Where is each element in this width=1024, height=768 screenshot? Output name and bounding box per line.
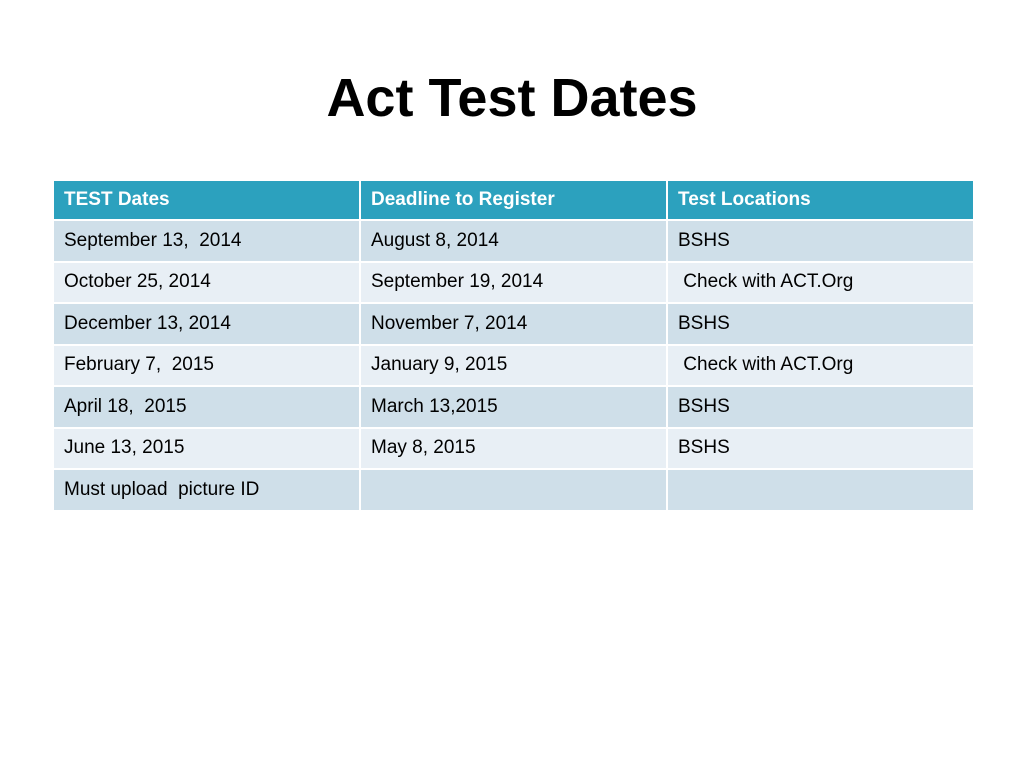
cell-location: BSHS [667, 220, 974, 262]
cell-test-date: October 25, 2014 [53, 262, 360, 304]
cell-deadline: March 13,2015 [360, 386, 667, 428]
cell-deadline: September 19, 2014 [360, 262, 667, 304]
cell-empty [667, 469, 974, 511]
cell-deadline: January 9, 2015 [360, 345, 667, 387]
cell-test-date: June 13, 2015 [53, 428, 360, 470]
slide-title: Act Test Dates [326, 68, 698, 128]
table-row [53, 469, 974, 511]
cell-location: BSHS [667, 428, 974, 470]
cell-empty [360, 469, 667, 511]
table-row [53, 303, 974, 345]
table-row [53, 386, 974, 428]
test-dates-table [52, 179, 975, 512]
table-row [53, 262, 974, 304]
cell-deadline: November 7, 2014 [360, 303, 667, 345]
table-row [53, 345, 974, 387]
table-row [53, 220, 974, 262]
cell-test-date: September 13, 2014 [53, 220, 360, 262]
cell-location: BSHS [667, 303, 974, 345]
cell-note: Must upload picture ID [53, 469, 360, 511]
header-deadline: Deadline to Register [360, 180, 667, 220]
table-row [53, 428, 974, 470]
header-test-dates: TEST Dates [53, 180, 360, 220]
cell-location: Check with ACT.Org [667, 345, 974, 387]
cell-location: Check with ACT.Org [667, 262, 974, 304]
cell-test-date: February 7, 2015 [53, 345, 360, 387]
table-header-row [53, 180, 974, 220]
cell-deadline: May 8, 2015 [360, 428, 667, 470]
cell-test-date: April 18, 2015 [53, 386, 360, 428]
header-locations: Test Locations [667, 180, 974, 220]
cell-location: BSHS [667, 386, 974, 428]
cell-test-date: December 13, 2014 [53, 303, 360, 345]
cell-deadline: August 8, 2014 [360, 220, 667, 262]
